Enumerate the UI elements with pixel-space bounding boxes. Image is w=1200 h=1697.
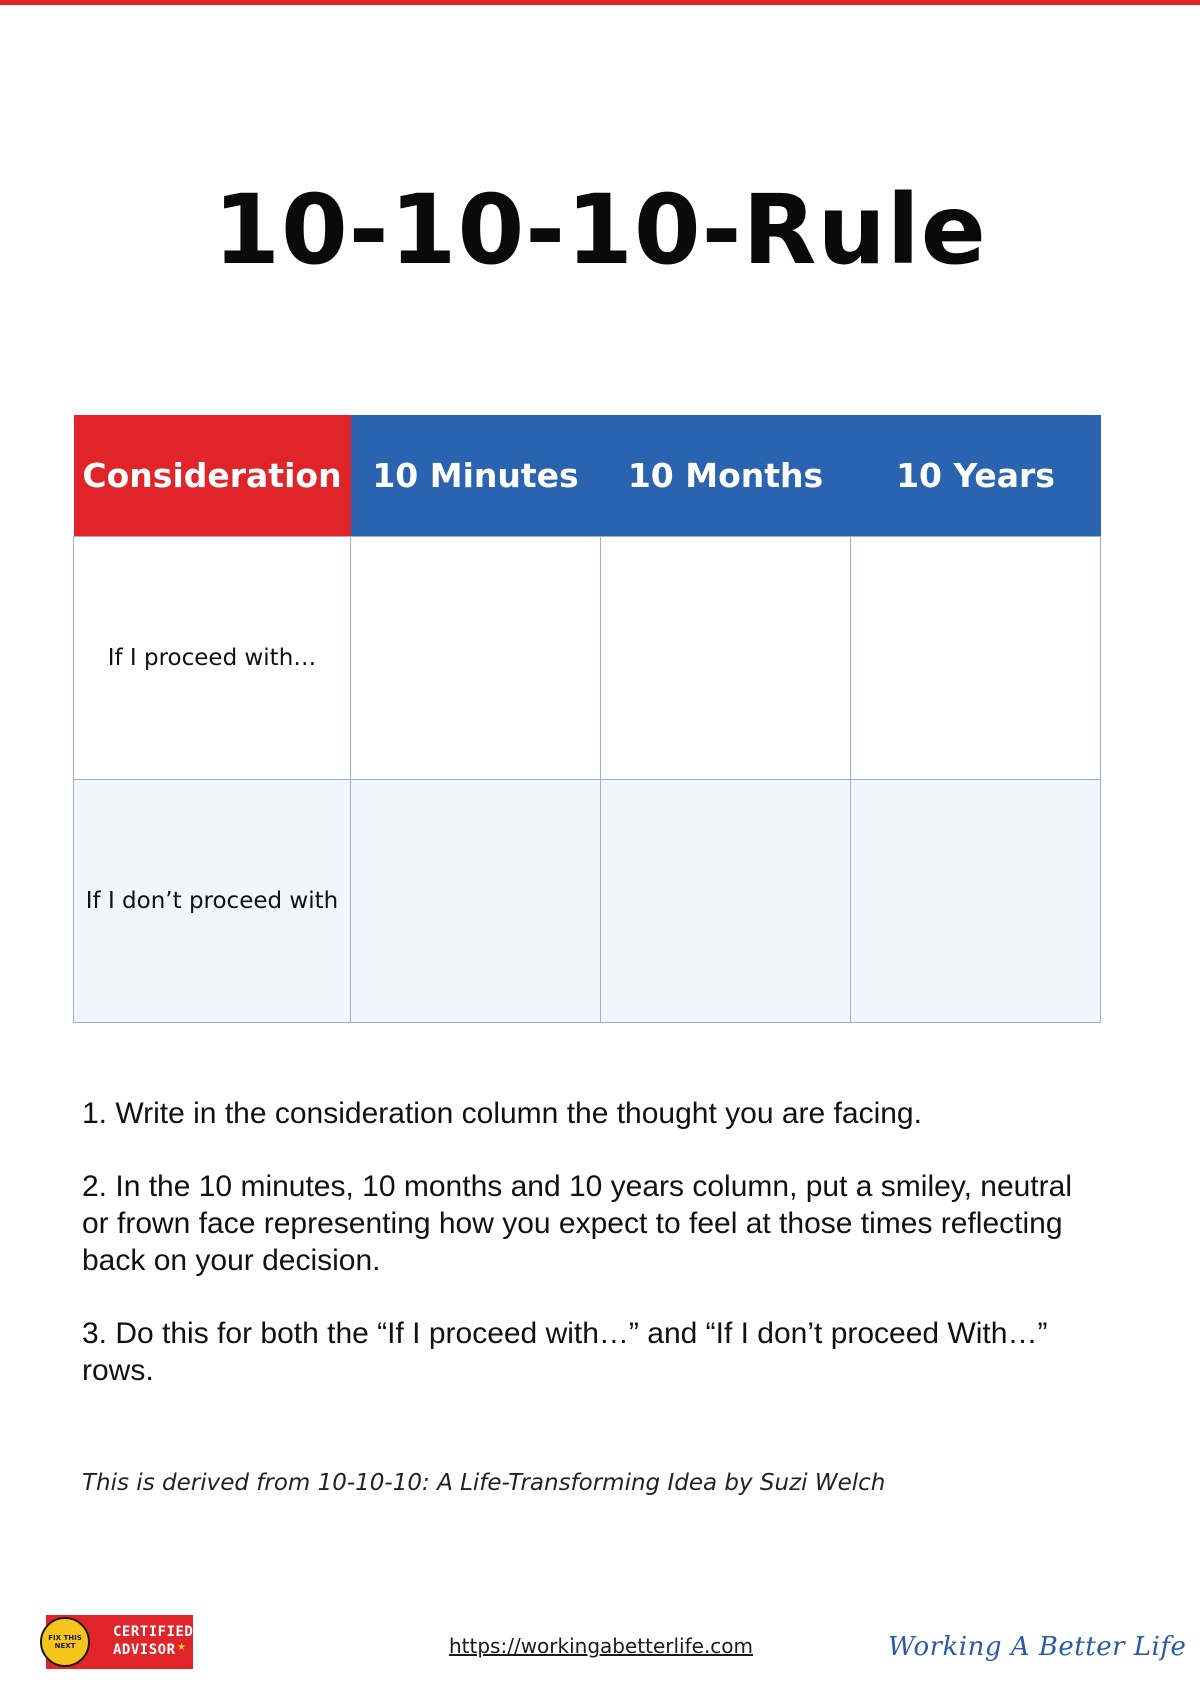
instruction-step-1: 1. Write in the consideration column the thought you are facing. xyxy=(82,1097,922,1130)
header-10-years: 10 Years xyxy=(851,415,1101,537)
cell-proceed-10-minutes[interactable] xyxy=(351,537,601,780)
instruction-step-3: 3. Do this for both the “If I proceed with…” and “If I don’t proceed With…” rows. xyxy=(82,1317,1048,1387)
row-label-dont-proceed: If I don’t proceed with xyxy=(74,780,351,1023)
brand-logo: Working A Better Life xyxy=(888,1632,1187,1662)
certified-advisor-badge xyxy=(46,1615,193,1669)
cell-proceed-10-years[interactable] xyxy=(851,537,1101,780)
decision-table xyxy=(73,415,1101,1023)
header-10-months: 10 Months xyxy=(601,415,851,537)
badge-line-1: CERTIFIED xyxy=(113,1624,194,1640)
header-consideration: Consideration xyxy=(74,415,351,537)
table-row-dont-proceed xyxy=(74,780,1101,1023)
badge-line-2: ADVISOR xyxy=(113,1642,176,1658)
table-row-proceed xyxy=(74,537,1101,780)
cell-dont-proceed-10-months[interactable] xyxy=(601,780,851,1023)
fix-this-next-seal-icon: FIX THIS NEXT xyxy=(40,1617,90,1667)
instruction-step-2: 2. In the 10 minutes, 10 months and 10 years column, put a smiley, neutral or frown face representing how you expect to feel at those times reflecting back on your decision. xyxy=(82,1170,1072,1277)
star-icon: ★ xyxy=(177,1642,186,1653)
cell-dont-proceed-10-years[interactable] xyxy=(851,780,1101,1023)
source-note: This is derived from 10-10-10: A Life-Transforming Idea by Suzi Welch xyxy=(82,1470,886,1496)
top-accent-bar xyxy=(0,0,1200,5)
instructions xyxy=(82,1095,1092,1425)
website-link[interactable]: https://workingabetterlife.com xyxy=(449,1634,754,1658)
row-label-proceed: If I proceed with… xyxy=(74,537,351,780)
header-10-minutes: 10 Minutes xyxy=(351,415,601,537)
cell-dont-proceed-10-minutes[interactable] xyxy=(351,780,601,1023)
page-title: 10-10-10-Rule xyxy=(213,174,987,287)
cell-proceed-10-months[interactable] xyxy=(601,537,851,780)
table-header-row xyxy=(74,415,1101,537)
badge-text xyxy=(113,1623,193,1659)
